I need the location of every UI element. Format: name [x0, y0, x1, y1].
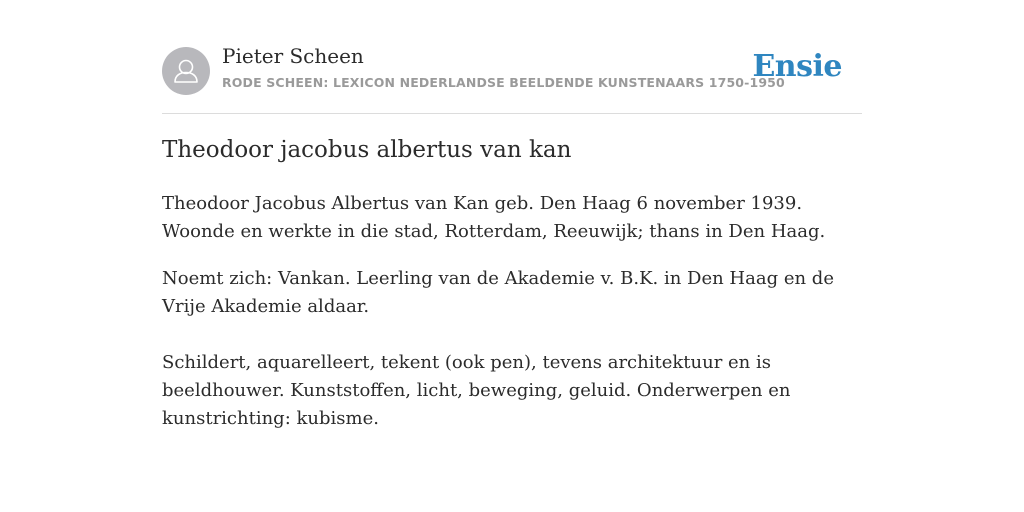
article-header — [162, 0, 862, 114]
author-avatar[interactable] — [162, 47, 210, 95]
article-paragraph: Theodoor Jacobus Albertus van Kan geb. Den Haag 6 november 1939. Woonde en werkte in die stad, Rotterdam, Reeuwijk; thans in Den Haag. — [162, 193, 826, 242]
article-title: Theodoor jacobus albertus van kan — [162, 137, 572, 163]
user-icon — [162, 47, 210, 95]
source-title[interactable]: RODE SCHEEN: LEXICON NEDERLANDSE BEELDENDE KUNSTENAARS 1750-1950 — [222, 75, 785, 90]
article-paragraph: Noemt zich: Vankan. Leerling van de Akademie v. B.K. in Den Haag en de Vrije Akademie aldaar. — [162, 268, 834, 317]
article-card — [162, 0, 862, 429]
author-name[interactable]: Pieter Scheen — [222, 44, 364, 68]
ensie-logo[interactable]: Ensie — [752, 49, 842, 84]
article-paragraph: Schildert, aquarelleert, tekent (ook pen), tevens architektuur en is beeldhouwer. Kunststoffen, licht, beweging, geluid. Onderwerpen en kunstrichting: kubisme. — [162, 352, 791, 429]
